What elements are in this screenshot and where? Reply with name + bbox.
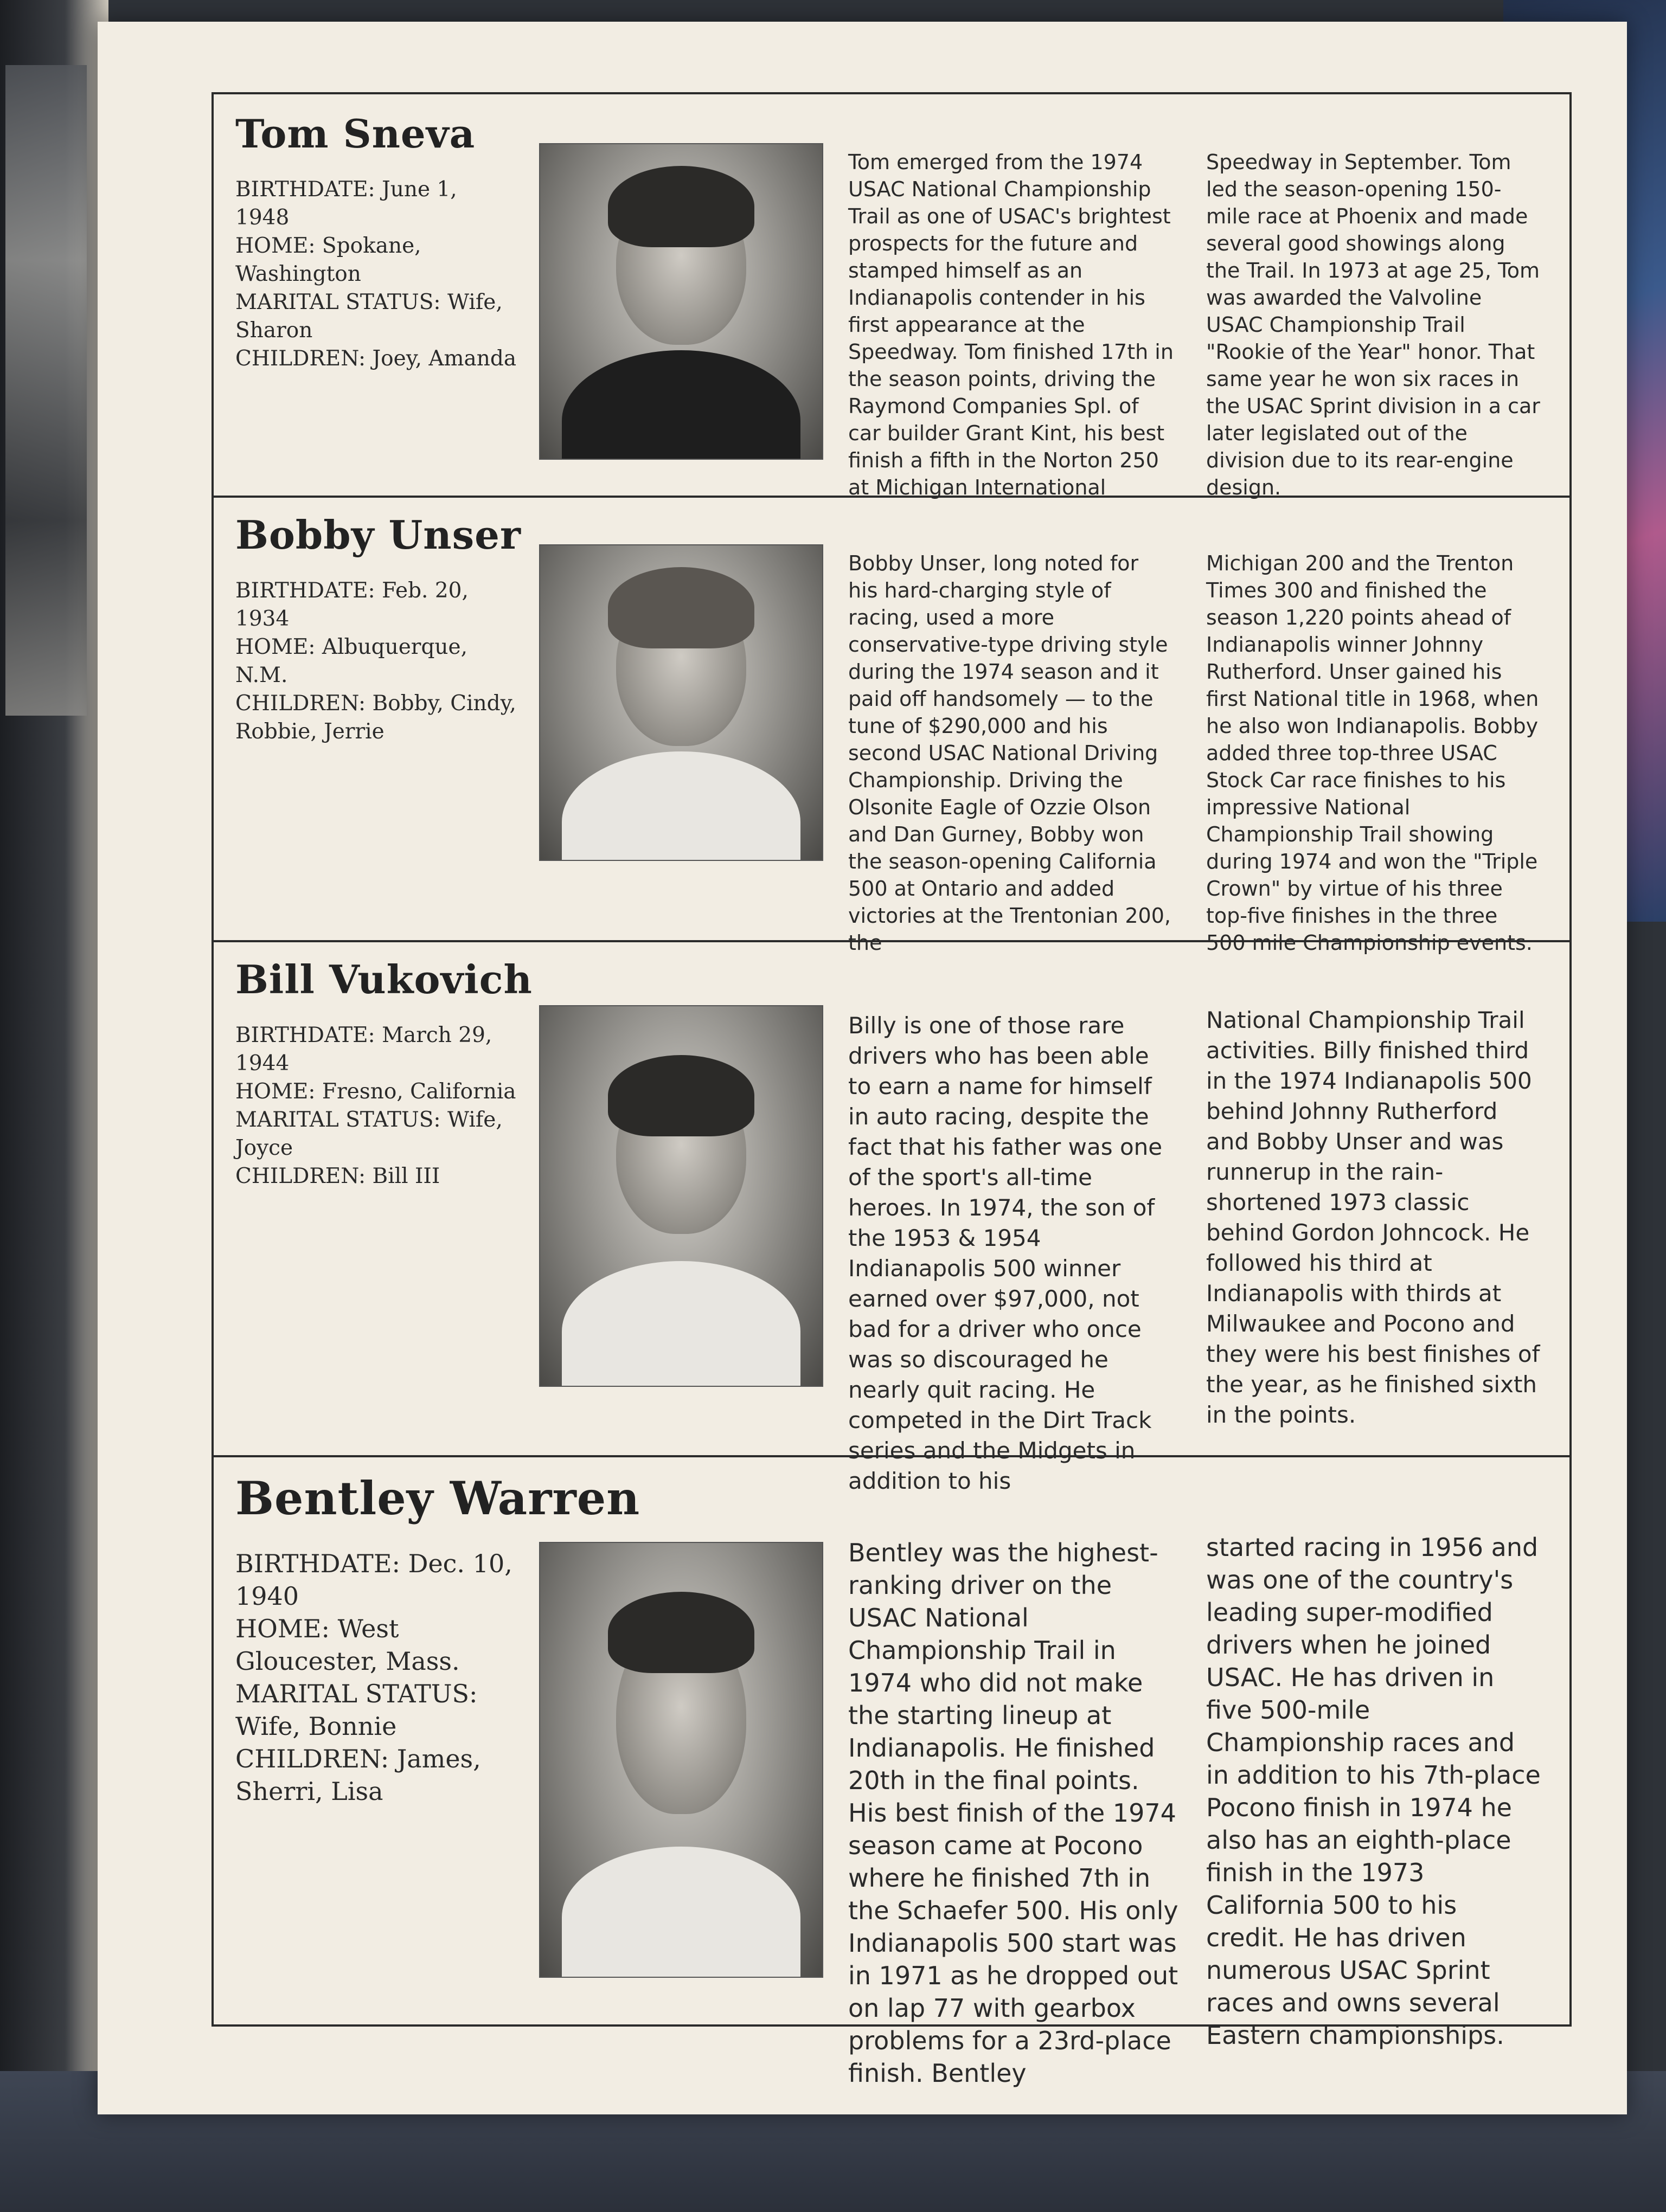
driver-profile-vukovich xyxy=(214,940,1569,1494)
bio-column-2: started racing in 1956 and was one of the country's leading super-modified drivers when he joined USAC. He has driven in five 500-mile Championship races and in addition to his 7th-place Pocono finish in 1974 he also has an eighth-place finish in the 1973 California 500 to his credit. He has driven numerous USAC Sprint races and owns several Eastern championships. xyxy=(1206,1533,1541,2050)
driver-name: Bobby Unser xyxy=(235,512,521,558)
background-left-page xyxy=(0,0,108,2212)
bio-column-1: Bentley was the highest-ranking driver on the USAC National Championship Trail in 1974 who did not make the starting lineup at Indianapolis. He finished 20th in the final points. His best finish of the 1974 season came at Pocono where he finished 7th in the Schaefer 500. His only Indianapolis 500 start was in 1971 as he dropped out on lap 77 with gearbox problems for a 23rd-place finish. Bentley xyxy=(848,1538,1178,2088)
driver-facts xyxy=(235,577,517,746)
children: CHILDREN: Joey, Amanda xyxy=(235,346,517,371)
home: HOME: Albuquerque, N.M. xyxy=(235,635,468,687)
profiles-frame xyxy=(212,92,1572,2088)
photo-shoulders xyxy=(562,350,800,460)
driver-photo xyxy=(539,1005,823,1387)
photo-shoulders xyxy=(562,1261,800,1387)
bio-column-1: Tom emerged from the 1974 USAC National Championship Trail as one of USAC's brightest prospects for the future and stamped himself as an Indianapolis contender in his first appearance at the Speedway. Tom finished 17th in the season points, driving the Raymond Companies Spl. of car builder Grant Kint, his best finish a fifth in the Norton 250 at Michigan International xyxy=(848,150,1174,499)
driver-photo xyxy=(539,143,823,460)
home: HOME: West Gloucester, Mass. xyxy=(235,1614,460,1676)
left-page-photo-strip xyxy=(5,65,87,716)
bio-column-2: National Championship Trail activities. Billy finished third in the 1974 Indianapolis 500 behind Johnny Rutherford and Bobby Unser and was runnerup in the rain-shortened 1973 classic behind Gordon Johncock. He followed his third at Indianapolis with thirds at Milwaukee and Pocono and they were his best finishes of the year, as he finished sixth in the points. xyxy=(1206,1007,1540,1428)
photo-hair xyxy=(608,166,754,247)
driver-profile-sneva xyxy=(214,94,1569,498)
driver-name: Bill Vukovich xyxy=(235,956,533,1002)
driver-profile-unser xyxy=(214,496,1569,955)
driver-photo xyxy=(539,1542,823,1978)
driver-profile-warren xyxy=(214,1455,1569,2088)
driver-photo xyxy=(539,544,823,861)
photo-hair xyxy=(608,567,754,648)
home: HOME: Fresno, California xyxy=(235,1079,516,1104)
magazine-page xyxy=(98,22,1627,2114)
bio-column-1: Billy is one of those rare drivers who has been able to earn a name for himself in auto racing, despite the fact that his father was one of the sport's all-time heroes. In 1974, the son of the 1953 & 1954 Indianapolis 500 winner earned over $97,000, not bad for a driver who once was so discouraged he nearly quit racing. He competed in the Dirt Track series and the Midgets in addition to his xyxy=(848,1012,1163,1494)
birthdate: BIRTHDATE: Feb. 20, 1934 xyxy=(235,578,469,631)
birthdate: BIRTHDATE: March 29, 1944 xyxy=(235,1023,492,1076)
children: CHILDREN: Bobby, Cindy, Robbie, Jerrie xyxy=(235,691,516,744)
bio-column-1: Bobby Unser, long noted for his hard-charging style of racing, used a more conservative-type driving style during the 1974 season and it paid off handsomely — to the tune of $290,000 and his second USAC National Driving Championship. Driving the Olsonite Eagle of Ozzie Olson and Dan Gurney, Bobby won the season-opening California 500 at Ontario and added victories at the Trentonian 200, the xyxy=(848,551,1171,955)
birthdate: BIRTHDATE: Dec. 10, 1940 xyxy=(235,1549,512,1611)
photo-shoulders xyxy=(562,1847,800,1978)
driver-name: Tom Sneva xyxy=(235,111,476,157)
children: CHILDREN: Bill III xyxy=(235,1164,440,1188)
photo-hair xyxy=(608,1592,754,1673)
marital-status: MARITAL STATUS: Wife, Joyce xyxy=(235,1108,503,1160)
birthdate: BIRTHDATE: June 1, 1948 xyxy=(235,177,457,230)
photo-hair xyxy=(608,1055,754,1136)
driver-facts xyxy=(235,176,517,373)
photo-shoulders xyxy=(562,751,800,861)
marital-status: MARITAL STATUS: Wife, Sharon xyxy=(235,290,503,343)
children: CHILDREN: James, Sherri, Lisa xyxy=(235,1744,481,1806)
home: HOME: Spokane, Washington xyxy=(235,234,421,286)
driver-name: Bentley Warren xyxy=(235,1471,640,1525)
bio-column-2: Michigan 200 and the Trenton Times 300 and finished the season 1,220 points ahead of Indianapolis winner Johnny Rutherford. Unser gained his first National title in 1968, when he also won Indianapolis. Bobby added three top-three USAC Stock Car race finishes to his impressive National Championship Trail showing during 1974 and won the "Triple Crown" by virtue of his three top-five finishes in the three 500 mile Championship events. xyxy=(1206,551,1539,955)
bio-column-2: Speedway in September. Tom led the season-opening 150-mile race at Phoenix and made several good showings along the Trail. In 1973 at age 25, Tom was awarded the Valvoline USAC Championship Trail "Rookie of the Year" honor. That same year he won six races in the USAC Sprint division in a car later legislated out of the division due to its rear-engine design. xyxy=(1206,150,1540,499)
driver-facts xyxy=(235,1021,517,1191)
marital-status: MARITAL STATUS: Wife, Bonnie xyxy=(235,1679,478,1741)
driver-facts xyxy=(235,1547,517,1808)
